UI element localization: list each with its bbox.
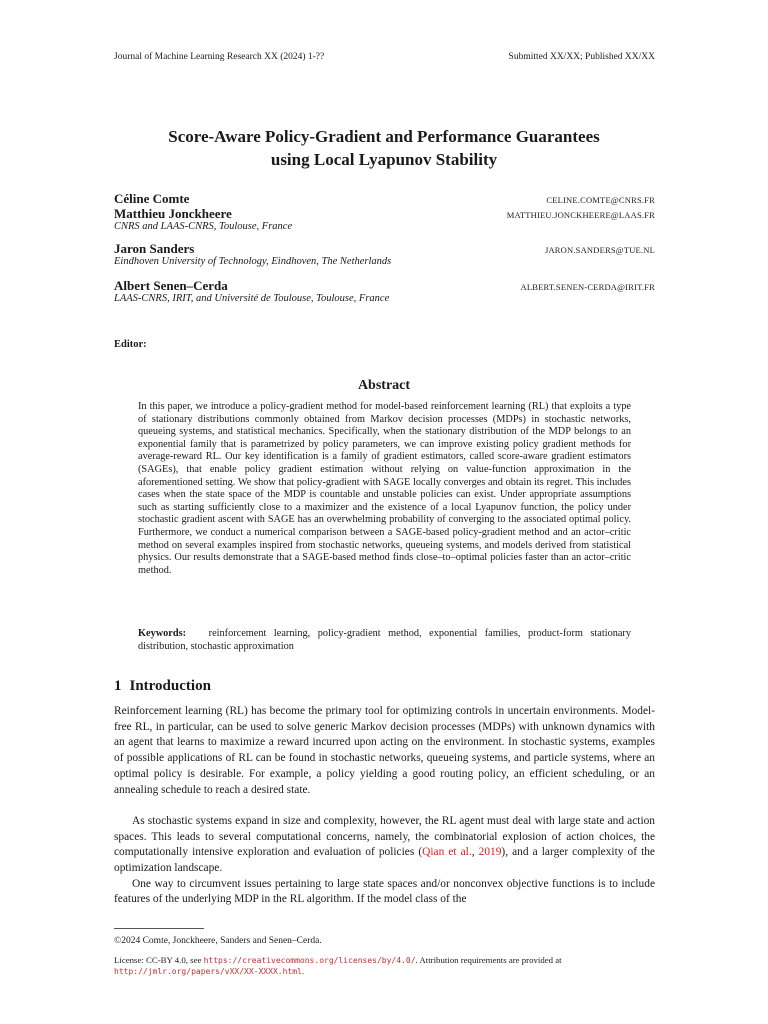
author-name: Matthieu Jonckheere (114, 206, 232, 221)
paragraph-3: One way to circumvent issues pertaining to large state spaces and/or nonconvex objective functions is to include features of the underlying MDP in the RL algorithm. If the model class of the (114, 877, 655, 906)
keywords (138, 628, 631, 653)
copyright-notice: ©2024 Comte, Jonckheere, Sanders and Senen–Cerda. (114, 936, 322, 946)
author-group-3 (114, 278, 655, 304)
keywords-list: reinforcement learning, policy-gradient method, exponential families, product-form stationary distribution, stochastic approximation (138, 628, 632, 652)
author-affiliation: Eindhoven University of Technology, Eindhoven, The Netherlands (114, 256, 392, 267)
author-email[interactable]: JARON.SANDERS@TUE.NL (544, 245, 655, 255)
title-line-1: Score-Aware Policy-Gradient and Performance Guarantees (168, 127, 600, 146)
section-title: Introduction (129, 678, 211, 694)
license-link[interactable]: https://creativecommons.org/licenses/by/4.0/ (203, 956, 416, 965)
license-notice: License: CC-BY 4.0, see https://creativecommons.org/licenses/by/4.0/. Attribution requirements are provided at http://jmlr.org/papers/vXX/XX-XXXX.html. (114, 955, 562, 976)
running-header (114, 52, 655, 62)
author-group-2 (114, 241, 655, 267)
title-line-2: using Local Lyapunov Stability (270, 150, 498, 169)
editor-label: Editor: (114, 339, 147, 350)
paper-title (100, 125, 668, 171)
citation-year-link[interactable]: 2019 (478, 846, 502, 859)
author-email[interactable]: MATTHIEU.JONCKHEERE@LAAS.FR (506, 210, 655, 220)
author-group-1 (114, 191, 655, 232)
keywords-label: Keywords: (138, 628, 187, 639)
author-email[interactable]: ALBERT.SENEN-CERDA@IRIT.FR (520, 282, 655, 292)
footnote-rule (114, 928, 204, 929)
author-name: Jaron Sanders (114, 241, 195, 256)
author-name: Albert Senen–Cerda (114, 278, 228, 293)
paper-link[interactable]: http://jmlr.org/papers/vXX/XX-XXXX.html (114, 967, 302, 976)
section-number: 1 (114, 678, 122, 694)
abstract-heading: Abstract (357, 378, 411, 393)
journal-name: Journal of Machine Learning Research XX (2024) 1-?? (114, 52, 325, 62)
paragraph-1: Reinforcement learning (RL) has become the primary tool for optimizing controls in uncertain environments. Model-free RL, in particular, can be used to solve generic Markov decision processes (MDPs) with unknown dynamics with an agent that learns to maximize a reward incurred upon acting on the environment. In stochastic systems, examples of possible applications of RL can be found in stochastic networks, queueing systems, and particle systems, where an optimal policy is desirable. For example, a policy yielding a good routing policy, an efficient scheduling, or an annealing schedule to reach a desired state. (114, 705, 655, 796)
submission-info: Submitted XX/XX; Published XX/XX (508, 52, 655, 62)
author-name: Céline Comte (114, 191, 190, 206)
author-affiliation: CNRS and LAAS-CNRS, Toulouse, France (114, 221, 293, 232)
author-affiliation: LAAS-CNRS, IRIT, and Université de Toulouse, Toulouse, France (114, 293, 390, 304)
paragraph-2: As stochastic systems expand in size and complexity, however, the RL agent must deal with large state and action spaces. This leads to several computational concerns, namely, the combinatorial explosion of action choices, the computationally intensive exploration and evaluation of policies (Qian et al., 2019), and a larger complexity of the optimization landscape. (114, 814, 655, 874)
author-email[interactable]: CELINE.COMTE@CNRS.FR (546, 195, 655, 205)
section-heading (114, 678, 211, 695)
abstract-text: In this paper, we introduce a policy-gradient method for model-based reinforcement learning (RL) that exploits a type of stationary distributions commonly obtained from Markov decision processes (MDPs) in stochastic networks, queueing systems, and statistical mechanics. Specifically, when the stationary distribution of the MDP belongs to an exponential family that is parametrized by policy parameters, we can improve existing policy gradient methods for average-reward RL. Our key identification is a family of gradient estimators, called score-aware gradient estimators (SAGEs), that enable policy gradient estimation without relying on value-function approximation in the aforementioned setting. We show that policy-gradient with SAGE locally converges and obtain its regret. This includes cases when the state space of the MDP is countable and unstable policies can exist. Under appropriate assumptions such as starting sufficiently close to a maximizer and the existence of a local Lyapunov function, the policy under stochastic gradient ascent with SAGE has an overwhelming probability of converging to the associated optimal policy. Furthermore, we conduct a numerical comparison between a SAGE-based policy-gradient method and an actor–critic method on several examples inspired from stochastic networks, queueing systems, and models derived from statistical physics. Our results demonstrate that a SAGE-based method finds close–to–optimal policies faster than an actor–critic method. (138, 401, 631, 576)
citation-link[interactable]: Qian et al. (422, 846, 472, 859)
